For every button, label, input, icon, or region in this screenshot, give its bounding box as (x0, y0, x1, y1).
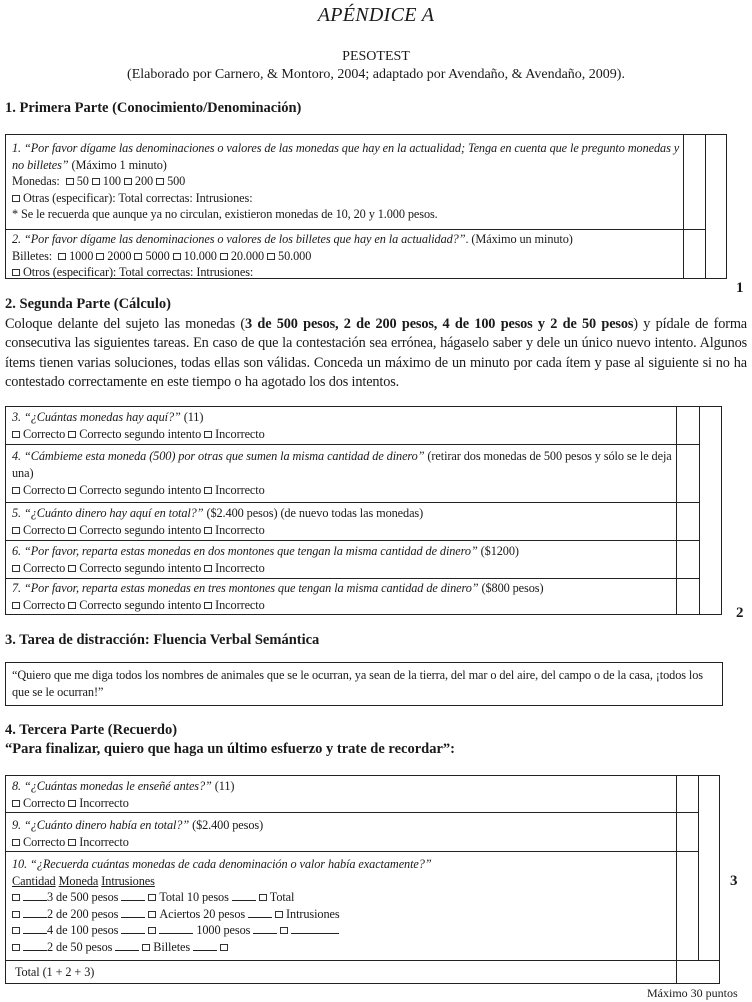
checkbox-correct-second[interactable] (68, 431, 76, 438)
checkbox-50[interactable] (66, 178, 74, 185)
checkbox-incorrect[interactable] (204, 602, 212, 609)
checkbox-correct[interactable] (12, 602, 20, 609)
checkbox-2000[interactable] (96, 253, 104, 260)
item10-row: 2 de 200 pesos Aciertos 20 pesos Intrusiones (12, 906, 672, 923)
item4: 4. “Cámbieme esta moneda (500) por otras que sumen la misma cantidad de dinero” (retirar dos monedas de 500 pesos y sólo se le deja una) Correcto Correcto segundo intento Incorrecto (12, 449, 672, 497)
part3-heading: 3. Tarea de distracción: Fluencia Verbal Semántica (5, 632, 320, 648)
part1-heading: 1. Primera Parte (Conocimiento/Denominación) (5, 100, 302, 116)
item9: 9. “¿Cuánto dinero había en total?” ($2.400 pesos) Correcto Incorrecto (12, 818, 264, 849)
total-label: Total (1 + 2 + 3) (15, 965, 95, 979)
checkbox-correct[interactable] (12, 800, 20, 807)
checkbox-correct-second[interactable] (68, 527, 76, 534)
part2-heading: 2. Segunda Parte (Cálculo) (5, 296, 171, 312)
item6: 6. “Por favor, reparta estas monedas en dos montones que tengan la misma cantidad de dinero” ($1200) Correcto Correcto segundo intento Incorrecto (12, 544, 519, 575)
checkbox-5000[interactable] (134, 253, 142, 260)
part2-score-label: 2 (736, 605, 744, 621)
appendix-title: APÉNDICE A (317, 4, 435, 26)
checkbox-correct[interactable] (12, 487, 20, 494)
part1-score-label: 1 (736, 280, 744, 296)
part4-heading: 4. Tercera Parte (Recuerdo) (5, 722, 178, 738)
checkbox-50000[interactable] (267, 253, 275, 260)
checkbox-other-coins[interactable] (12, 195, 20, 202)
item2-question: 2. “Por favor dígame las denominaciones o valores de los billetes que hay en la actualidad?” (12, 232, 466, 246)
checkbox-correct[interactable] (12, 527, 20, 534)
part3-score-label: 3 (730, 873, 738, 889)
item1-question: 1. “Por favor dígame las denominaciones o valores de las monedas que hay en la actualidad; Tenga en cuenta que le pregunto monedas y no billetes” (12, 141, 680, 172)
checkbox-correct[interactable] (12, 431, 20, 438)
checkbox-incorrect[interactable] (204, 527, 212, 534)
checkbox-incorrect[interactable] (204, 487, 212, 494)
item10: 10. “¿Recuerda cuántas monedas de cada denominación o valor había exactamente?” Cantidad Moneda Intrusiones 3 de 500 pesos Total 10 pesos Total 2 de 200 pesos Aciertos 20 pesos Intrusiones 4 de 100 pesos 1000 pesos 2 de 50 pesos Billetes (12, 856, 672, 955)
blank-field[interactable] (23, 889, 47, 901)
max-points-label: Máximo 30 puntos (647, 986, 738, 1000)
item10-row: 3 de 500 pesos Total 10 pesos Total (12, 889, 672, 906)
checkbox-20000[interactable] (220, 253, 228, 260)
part4-subheading: “Para finalizar, quiero que haga un último esfuerzo y trate de recordar”: (5, 741, 455, 757)
item1: 1. “Por favor dígame las denominaciones o valores de las monedas que hay en la actualidad; Tenga en cuenta que le pregunto monedas y no billetes” (Máximo 1 minuto) Monedas: 50 100 200 500 Otras (especificar): Total correctas: Intrusiones: * Se le recuerda que aunque ya no circulan, existieron monedas de 10, 20 y 1.000 pesos. (12, 140, 682, 223)
item2-bills: Billetes: 1000 2000 5000 10.000 20.000 50.000 (12, 248, 312, 263)
item2: 2. “Por favor dígame las denominaciones o valores de los billetes que hay en la actualidad?”. (Máximo un minuto) Billetes: 1000 2000 5000 10.000 20.000 50.000 Otros (especificar): Total correctas: Intrusiones: (12, 231, 682, 281)
checkbox-correct-second[interactable] (68, 602, 76, 609)
checkbox-correct[interactable] (12, 565, 20, 572)
checkbox-200[interactable] (124, 178, 132, 185)
item8: 8. “¿Cuántas monedas le enseñé antes?” (11) Correcto Incorrecto (12, 779, 235, 810)
checkbox-correct-second[interactable] (68, 487, 76, 494)
test-name: PESOTEST (342, 49, 410, 64)
item1-note: * Se le recuerda que aunque ya no circulan, existieron monedas de 10, 20 y 1.000 pesos. (12, 207, 438, 221)
test-credit: (Elaborado por Carnero, & Montoro, 2004; adaptado por Avendaño, & Avendaño, 2009). (127, 67, 625, 82)
item7: 7. “Por favor, reparta estas monedas en tres montones que tengan la misma cantidad de dinero” ($800 pesos) Correcto Correcto segundo intento Incorrecto (12, 581, 544, 612)
item5: 5. “¿Cuánto dinero hay aquí en total?” ($2.400 pesos) (de nuevo todas las monedas) Correcto Correcto segundo intento Incorrecto (12, 506, 424, 537)
item10-column-headers: Cantidad Moneda Intrusiones (12, 873, 155, 888)
part2-instructions: Coloque delante del sujeto las monedas (3 de 500 pesos, 2 de 200 pesos, 4 de 100 pesos y 2 de 50 pesos) y pídale de forma consecutiva las siguientes tareas. En caso de que la contestación sea errónea, hágaselo saber y dele un único nuevo intento. Algunos ítems tienen varias soluciones, todas ellas son válidas. Conceda un máximo de un minuto por cada ítem y pase al siguiente si no ha contestado correctamente en este tiempo o ha agotado los dos intentos. (5, 316, 748, 390)
checkbox-10000[interactable] (173, 253, 181, 260)
checkbox-incorrect[interactable] (204, 565, 212, 572)
checkbox-500[interactable] (156, 178, 164, 185)
checkbox-incorrect[interactable] (68, 839, 76, 846)
part3-quote: “Quiero que me diga todos los nombres de animales que se le ocurran, ya sean de la tierra, del mar o del aire, del campo o de la casa, ¡todos los que se le ocurran!” (12, 668, 703, 699)
checkbox-100[interactable] (92, 178, 100, 185)
item1-coins: Monedas: 50 100 200 500 (12, 174, 186, 188)
item10-row: 2 de 50 pesos Billetes (12, 939, 672, 956)
checkbox-correct[interactable] (12, 839, 20, 846)
checkbox-other-bills[interactable] (12, 269, 20, 276)
checkbox-correct-second[interactable] (68, 565, 76, 572)
item3: 3. “¿Cuántas monedas hay aquí?” (11) Correcto Correcto segundo intento Incorrecto (12, 410, 265, 441)
checkbox-1000[interactable] (58, 253, 66, 260)
checkbox-incorrect[interactable] (68, 800, 76, 807)
item10-row: 4 de 100 pesos 1000 pesos (12, 922, 672, 939)
checkbox-incorrect[interactable] (204, 431, 212, 438)
